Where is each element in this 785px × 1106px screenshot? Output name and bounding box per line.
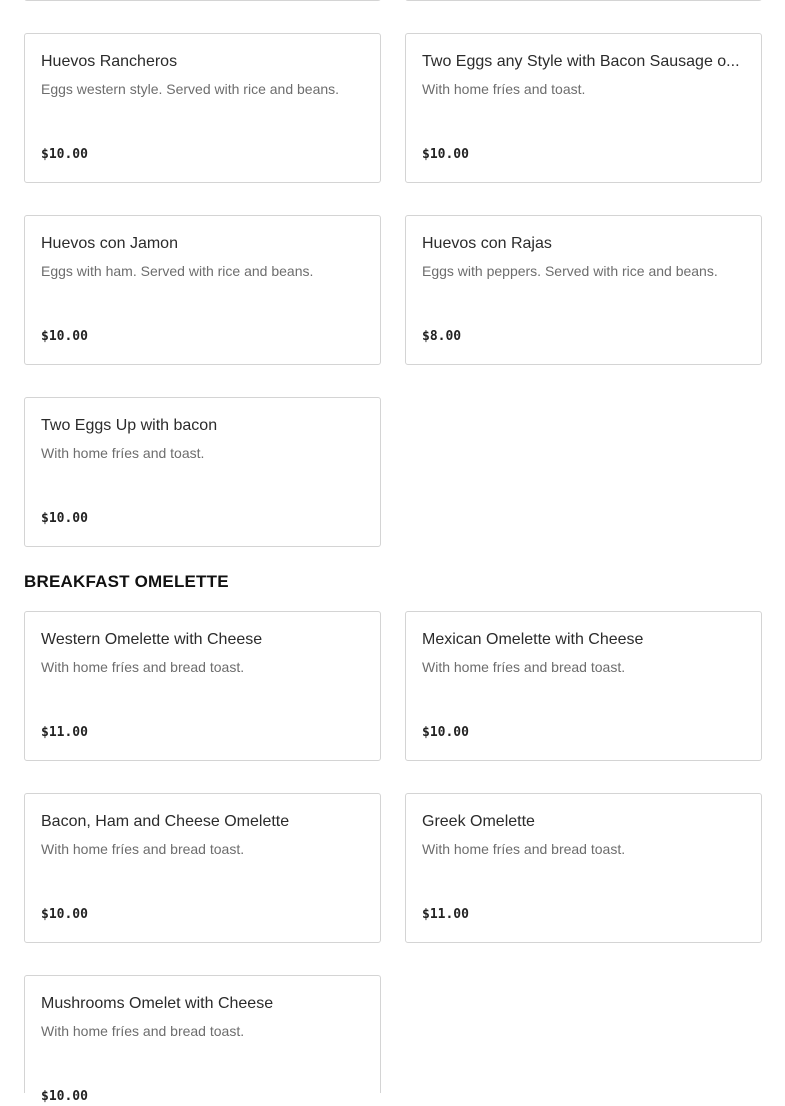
menu-item-card[interactable] bbox=[24, 611, 381, 761]
item-name: Two Eggs Up with bacon bbox=[41, 417, 218, 434]
menu-item-card[interactable] bbox=[24, 215, 381, 365]
item-price: $10.00 bbox=[41, 511, 88, 526]
item-description: With home fríes and bread toast. bbox=[41, 659, 245, 675]
menu-item-card[interactable] bbox=[405, 215, 762, 365]
item-name: Huevos con Rajas bbox=[422, 235, 552, 252]
item-description: With home fríes and bread toast. bbox=[41, 1023, 245, 1039]
menu-item-card[interactable] bbox=[24, 397, 381, 547]
item-price: $10.00 bbox=[41, 329, 88, 344]
menu-item-card[interactable] bbox=[405, 611, 762, 761]
item-price: $10.00 bbox=[422, 725, 469, 740]
menu-item-card[interactable] bbox=[405, 33, 762, 183]
item-description: With home fríes and bread toast. bbox=[41, 841, 245, 857]
item-price: $10.00 bbox=[41, 147, 88, 162]
item-description: With home fríes and toast. bbox=[422, 81, 586, 97]
item-description: With home fríes and bread toast. bbox=[422, 841, 626, 857]
menu-item-card[interactable] bbox=[24, 975, 381, 1104]
item-price: $8.00 bbox=[422, 329, 462, 344]
item-price: $11.00 bbox=[422, 907, 469, 922]
section-title: BREAKFAST OMELETTE bbox=[24, 572, 229, 591]
item-name: Huevos Rancheros bbox=[41, 53, 178, 70]
item-name: Greek Omelette bbox=[422, 813, 535, 830]
item-price: $11.00 bbox=[41, 725, 88, 740]
item-description: With home fríes and bread toast. bbox=[422, 659, 626, 675]
item-name: Mexican Omelette with Cheese bbox=[422, 631, 644, 648]
item-price: $10.00 bbox=[41, 1089, 88, 1104]
item-description: With home fríes and toast. bbox=[41, 445, 205, 461]
item-name: Two Eggs any Style with Bacon Sausage o... bbox=[422, 53, 740, 70]
previous-card-edge[interactable] bbox=[405, 0, 762, 1]
item-description: Eggs with peppers. Served with rice and beans. bbox=[422, 263, 718, 279]
item-description: Eggs western style. Served with rice and beans. bbox=[41, 81, 340, 97]
item-name: Western Omelette with Cheese bbox=[41, 631, 263, 648]
menu-item-card[interactable] bbox=[24, 33, 381, 183]
item-name: Bacon, Ham and Cheese Omelette bbox=[41, 813, 290, 830]
menu-item-card[interactable] bbox=[405, 793, 762, 943]
item-description: Eggs with ham. Served with rice and beans. bbox=[41, 263, 314, 279]
menu-item-card[interactable] bbox=[24, 793, 381, 943]
previous-card-edge[interactable] bbox=[24, 0, 381, 1]
item-price: $10.00 bbox=[422, 147, 469, 162]
item-price: $10.00 bbox=[41, 907, 88, 922]
item-name: Mushrooms Omelet with Cheese bbox=[41, 995, 274, 1012]
item-name: Huevos con Jamon bbox=[41, 235, 178, 252]
